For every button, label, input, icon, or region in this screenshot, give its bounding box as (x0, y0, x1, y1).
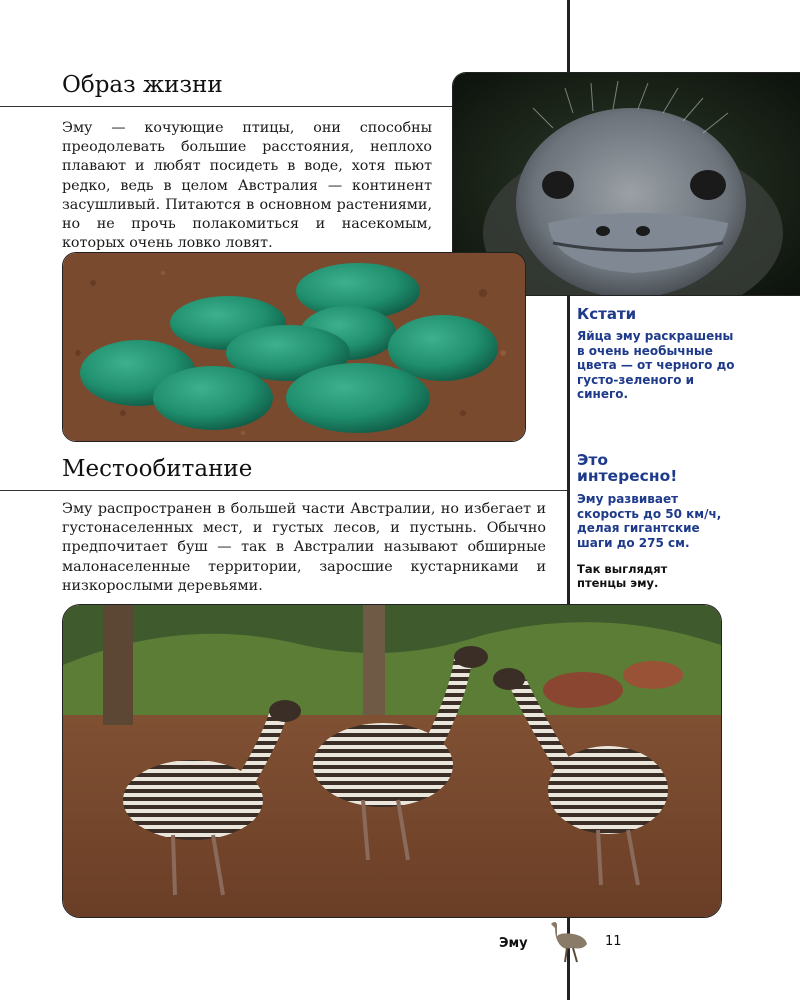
emu-eggs-photo (62, 252, 526, 442)
by-the-way-title: Кстати (577, 305, 637, 323)
emu-chicks-photo (62, 604, 722, 918)
habitat-text: Эму распространен в большей части Австралии, но избегает и густонаселенных мест, и густых лесов, и пустынь. Обычно предпочитает буш — так в Австралии называют обширные малонаселенные территории, заросшие кустарниками и низкорослыми деревьями. (62, 501, 546, 594)
chicks-caption: Так выглядят птенцы эму. (577, 562, 668, 590)
footer-label: Эму (499, 936, 528, 951)
lifestyle-text: Эму — кочующие птицы, они способны преодолевать большие расстояния, неплохо плавают и любят посидеть в воде, хотя пьют редко, ведь в целом Австралия — континент засушливый. Питаются в основном растениями, но не прочь полакомиться и насекомым, которых очень ловко ловят. (62, 120, 432, 252)
by-the-way-text: Яйца эму раскрашены в очень необычные цвета — от черного до густо-зеленого и синего. (577, 329, 735, 401)
lifestyle-rule (0, 106, 452, 107)
page-number: 11 (605, 934, 622, 949)
lifestyle-title: Образ жизни (62, 72, 223, 98)
interesting-text: Эму развивает скорость до 50 км/ч, делая гигантские шаги до 275 см. (577, 492, 722, 550)
habitat-title: Местообитание (62, 456, 253, 482)
interesting-title: Это интересно! (577, 451, 678, 485)
emu-silhouette-icon (543, 918, 593, 964)
habitat-rule (0, 490, 567, 491)
